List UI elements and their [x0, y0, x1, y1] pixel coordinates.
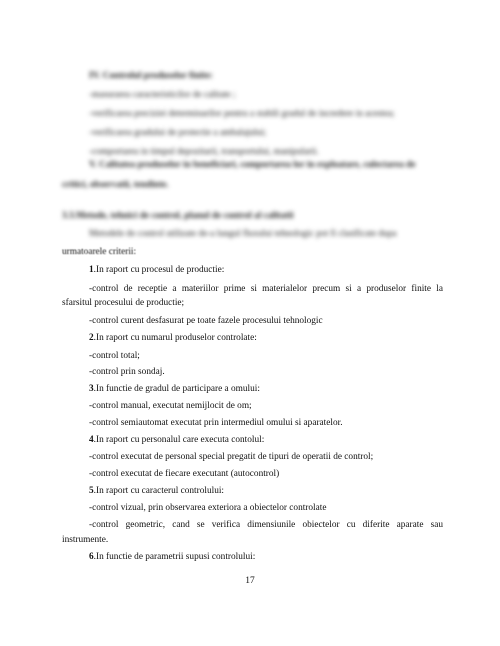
criterion-number: 2: [89, 333, 94, 343]
criterion-number: 5: [89, 486, 94, 496]
criterion-line: -control semiautomat executat prin intermediul omului si aparatelor.: [89, 418, 343, 428]
section-v-line: V. Calitatea produselor in beneficiari, comportarea lor in exploatare, culectarea de: [89, 160, 416, 170]
criterion-title: [89, 264, 500, 276]
criterion-line: -control curent desfasurat pe toate fazele procesului tehnologic: [89, 316, 323, 326]
criterion-number: 1: [89, 265, 94, 275]
criterion-label: .In raport cu procesul de productie:: [93, 265, 225, 275]
criterion-title: [89, 434, 500, 446]
section-iv-heading: IV. Controlul produselor finite:: [89, 71, 213, 81]
list-item: -masurarea caracteristicilor de calitate ;: [89, 90, 236, 100]
criterion-line: instrumente.: [62, 535, 109, 545]
list-item: -verificarea gradului de protectie a ambalajului;: [89, 128, 267, 138]
criterion-line: -control total;: [89, 351, 140, 361]
criterion-line: -control manual, executat nemijlocit de om;: [89, 401, 252, 411]
criterion-title: [89, 551, 500, 563]
criterion-title: [89, 332, 500, 344]
criterion-line: -control prin sondaj.: [89, 367, 165, 377]
criterion-line: -control geometric, cand se verifica dimensiunile obiectelor cu diferite aparate sau: [89, 520, 443, 530]
criterion-line: -control executat de personal special pregatit de tipuri de operatii de control;: [89, 452, 374, 462]
criterion-number: 3: [89, 384, 94, 394]
criterion-number: 6: [89, 552, 94, 562]
page-number: 17: [245, 576, 255, 586]
criterion-label: .In functie de parametrii supusi controlului:: [93, 552, 256, 562]
criterion-title: [89, 383, 500, 395]
criterion-label: .In functie de gradul de participare a omului:: [93, 384, 260, 394]
criterion-line: -control de receptie a materiilor prime si materialelor precum si a produselor finite la: [89, 284, 443, 294]
list-item: -verificarea preciziei determinarilor pentru a stabili gradul de incredere in acestea;: [89, 109, 395, 119]
criterion-label: .In raport cu numarul produselor controlate:: [93, 333, 257, 343]
criterion-line: sfarsitul procesului de productie;: [62, 298, 185, 308]
section-heading: 3.3.Metode, tehnici de control, planul de control al calitatii: [62, 211, 294, 221]
criterion-label: .In raport cu personalul care executa contolul:: [93, 435, 265, 445]
criterion-title: [89, 485, 500, 497]
section-v-line-cont: critici, observatii, tendinte.: [62, 180, 169, 190]
intro-line: Metodele de control utilizate de-a lungul fluxului tehnologic pot fi clasificate dupa: [89, 229, 397, 239]
criterion-label: .In raport cu caracterul controlului:: [93, 486, 225, 496]
list-item: -comportarea in timpul depozitarii, transportului, manipularii.: [89, 147, 319, 157]
intro-line-cont: urmatoarele criterii:: [62, 247, 137, 257]
criterion-line: -control vizual, prin observarea exteriora a obiectelor controlate: [89, 503, 327, 513]
criterion-number: 4: [89, 435, 94, 445]
criterion-line: -control executat de fiecare executant (autocontrol): [89, 469, 280, 479]
